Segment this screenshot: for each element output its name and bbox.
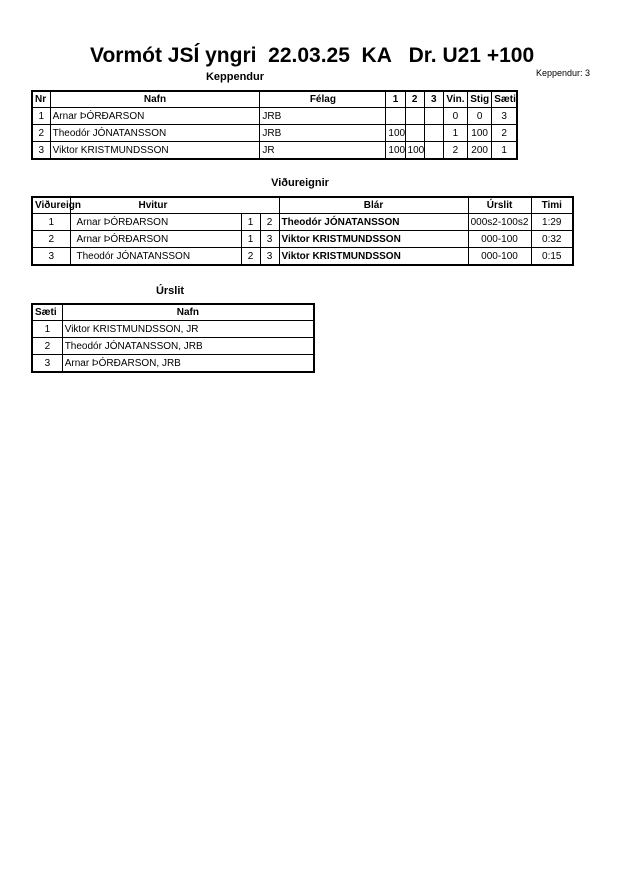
page-title: Vormót JSÍ yngri 22.03.25 KA Dr. U21 +100 [90,44,535,67]
table-row [32,214,573,231]
cell-points: 100 [468,125,492,142]
cell-r1 [386,108,405,125]
cell-white-nr: 1 [241,231,260,248]
cell-match-no: 3 [32,248,70,266]
cell-club: JRB [260,108,386,125]
cell-points: 0 [468,108,492,125]
cell-match-no: 1 [32,214,70,231]
table-row [32,125,517,142]
cell-blue-nr: 3 [260,231,279,248]
cell-r2 [405,125,424,142]
cell-white: Theodór JÓNATANSSON [70,248,241,266]
col-header-place: Sæti [32,304,62,321]
cell-wins: 2 [443,142,467,160]
cell-name: Arnar ÞÓRÐARSON, JRB [62,355,314,373]
cell-place: 1 [32,321,62,338]
col-header-name: Nafn [62,304,314,321]
table-header-row [32,197,573,214]
cell-nr: 1 [32,108,50,125]
col-header-time: Timi [531,197,573,214]
cell-name: Viktor KRISTMUNDSSON, JR [62,321,314,338]
cell-club: JR [260,142,386,160]
cell-white-nr: 2 [241,248,260,266]
cell-result: 000s2-100s2 [468,214,531,231]
col-header-name: Nafn [50,91,260,108]
cell-blue-nr: 3 [260,248,279,266]
table-row [32,248,573,266]
cell-time: 0:32 [531,231,573,248]
col-header-r1: 1 [386,91,405,108]
col-header-blue: Blár [279,197,468,214]
competitors-heading: Keppendur [205,71,265,83]
col-header-nr: Nr [32,91,50,108]
cell-match-no: 2 [32,231,70,248]
col-header-result: Úrslit [468,197,531,214]
cell-wins: 0 [443,108,467,125]
cell-r2: 100 [405,142,424,160]
cell-white: Arnar ÞÓRÐARSON [70,214,241,231]
table-row [32,142,517,160]
table-row [32,108,517,125]
cell-r2 [405,108,424,125]
cell-nr: 3 [32,142,50,160]
col-header-club: Félag [260,91,386,108]
cell-result: 000-100 [468,248,531,266]
cell-place: 3 [32,355,62,373]
matches-table [31,196,574,266]
cell-r3 [424,125,443,142]
cell-time: 1:29 [531,214,573,231]
cell-place: 3 [492,108,517,125]
cell-white: Arnar ÞÓRÐARSON [70,231,241,248]
cell-r3 [424,142,443,160]
cell-name: Viktor KRISTMUNDSSON [50,142,260,160]
col-header-wins: Vin. [443,91,467,108]
competitors-table [31,90,518,160]
cell-place: 1 [492,142,517,160]
table-row [32,355,314,373]
cell-place: 2 [32,338,62,355]
cell-name: Theodór JÓNATANSSON, JRB [62,338,314,355]
cell-blue-nr: 2 [260,214,279,231]
cell-result: 000-100 [468,231,531,248]
col-header-white: Hvitur [70,197,279,214]
cell-blue: Viktor KRISTMUNDSSON [279,248,468,266]
table-row [32,338,314,355]
cell-white-nr: 1 [241,214,260,231]
cell-club: JRB [260,125,386,142]
cell-r1: 100 [386,125,405,142]
cell-place: 2 [492,125,517,142]
cell-blue: Theodór JÓNATANSSON [279,214,468,231]
competitor-count: Keppendur: 3 [536,68,591,78]
col-header-match: Viðureign [32,197,70,214]
table-header-row [32,91,517,108]
cell-points: 200 [468,142,492,160]
table-row [32,321,314,338]
cell-blue: Viktor KRISTMUNDSSON [279,231,468,248]
table-row [32,231,573,248]
cell-nr: 2 [32,125,50,142]
results-heading: Úrslit [155,285,185,297]
col-header-r2: 2 [405,91,424,108]
matches-heading: Viðureignir [271,177,329,189]
col-header-points: Stig [468,91,492,108]
col-header-place: Sæti [492,91,517,108]
cell-name: Arnar ÞÓRÐARSON [50,108,260,125]
table-header-row [32,304,314,321]
results-table [31,303,315,373]
cell-time: 0:15 [531,248,573,266]
col-header-r3: 3 [424,91,443,108]
cell-r3 [424,108,443,125]
cell-wins: 1 [443,125,467,142]
cell-name: Theodór JÓNATANSSON [50,125,260,142]
cell-r1: 100 [386,142,405,160]
